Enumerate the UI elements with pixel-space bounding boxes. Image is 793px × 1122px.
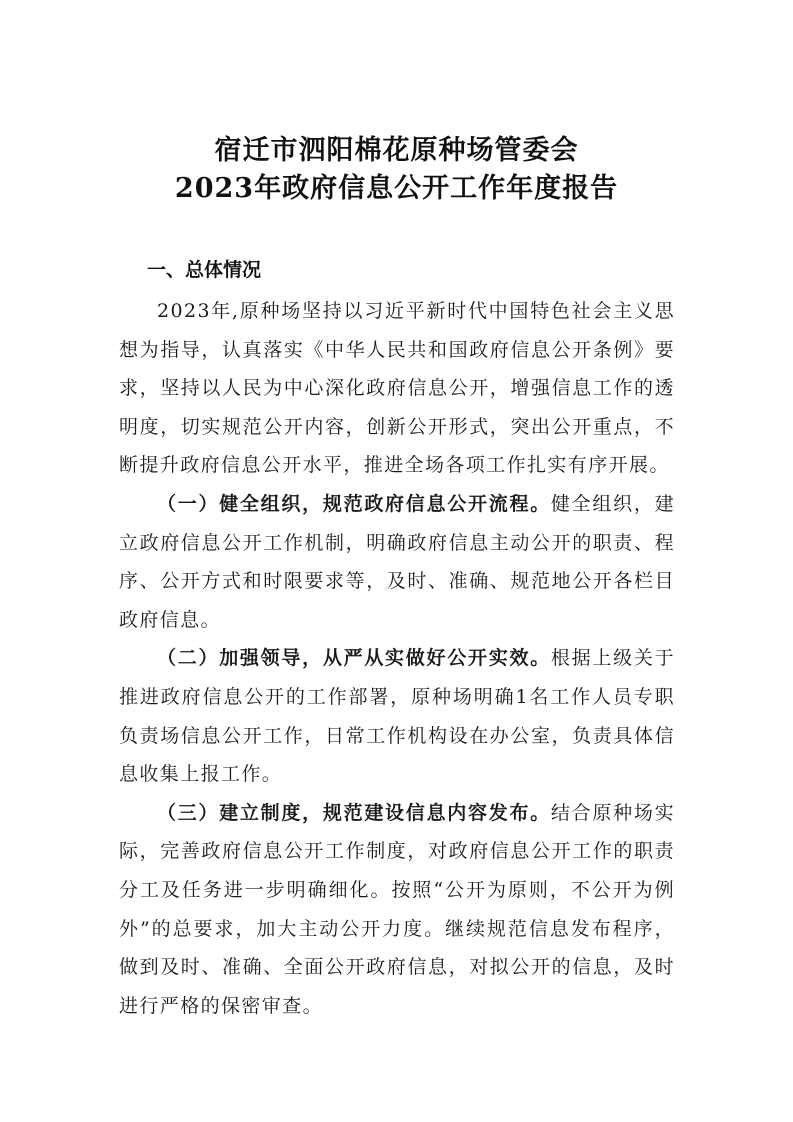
paragraph-item-2 [119,639,675,793]
title-line-1: 宿迁市泗阳棉花原种场管委会 [214,135,579,166]
paragraph-item-2-lead: （二）加强领导，从严从实做好公开实效。 [157,647,551,670]
paragraph-item-1 [119,485,675,639]
paragraph-item-3-lead: （三）建立制度，规范建设信息内容发布。 [157,801,551,824]
paragraph-item-2-body: 根据上级关于推进政府信息公开的工作部署，原种场明确1名工作人员专职负责场信息公开工作，日常工作机构设在办公室，负责具体信息收集上报工作。 [119,647,675,786]
section-heading-overview: 一、总体情况 [147,259,262,281]
document-title [0,132,793,208]
document-body [119,256,675,1025]
paragraph-item-3 [119,794,675,1026]
paragraph-item-1-lead: （一）健全组织，规范政府信息公开流程。 [157,492,551,515]
paragraph-item-1-body: 健全组织，建立政府信息公开工作机制，明确政府信息主动公开的职责、程序、公开方式和时限要求等，及时、准确、规范地公开各栏目政府信息。 [119,492,675,631]
title-line-2: 2023年政府信息公开工作年度报告 [174,173,619,204]
paragraph-item-3-body: 结合原种场实际，完善政府信息公开工作制度，对政府信息公开工作的职责分工及任务进一步明确细化。按照“公开为原则，不公开为例外”的总要求，加大主动公开力度。继续规范信息发布程序，做到及时、准确、全面公开政府信息，对拟公开的信息，及时进行严格的保密审查。 [119,801,675,1017]
intro-paragraph: 2023年,原种场坚持以习近平新时代中国特色社会主义思想为指导，认真落实《中华人民共和国政府信息公开条例》要求，坚持以人民为中心深化政府信息公开，增强信息工作的透明度，切实规范公开内容，创新公开形式，突出公开重点，不断提升政府信息公开水平，推进全场各项工作扎实有序开展。 [119,300,675,477]
